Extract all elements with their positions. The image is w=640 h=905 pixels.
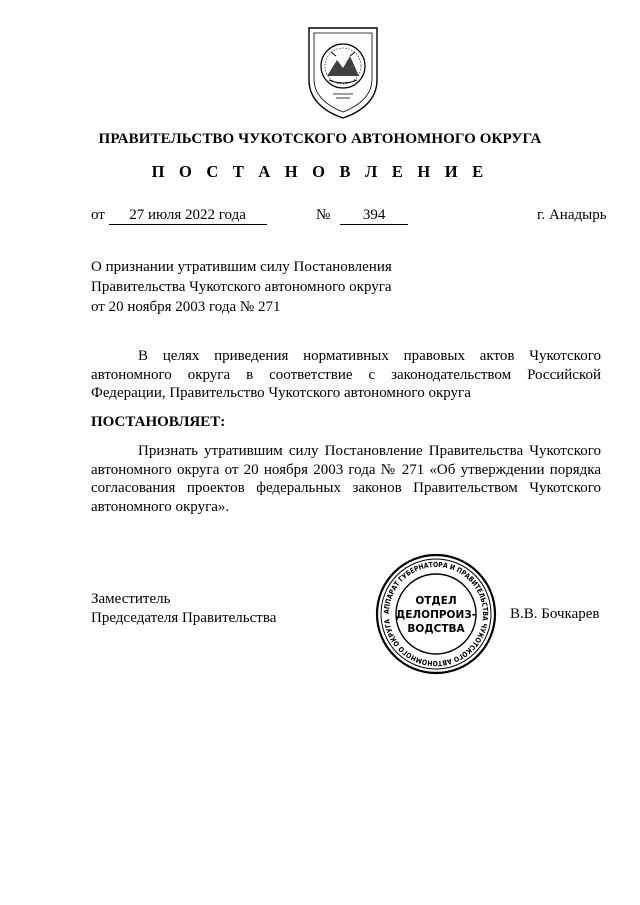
date-prefix: от [91, 207, 105, 223]
document-city: г. Анадырь [537, 207, 607, 223]
preamble-paragraph: В целях приведения нормативных правовых актов Чукотского автономного округа в соответствие с законодательством Российской Федерации, Правительство Чукотского автономного округа [91, 348, 601, 401]
number-prefix: № [316, 207, 331, 223]
signer-name: В.В. Бочкарев [510, 606, 600, 622]
clause-paragraph: Признать утратившим силу Постановление Правительства Чукотского автономного округа от 20 ноября 2003 года № 271 «Об утверждении порядка согласования проектов федеральных законов Правительством Чукотского автономного округа». [91, 443, 601, 515]
stamp-ring-text: АППАРАТ ГУБЕРНАТОРА И ПРАВИТЕЛЬСТВА ЧУКОТСКОГО АВТОНОМНОГО ОКРУГА [381, 559, 491, 669]
document-type-title: П О С Т А Н О В Л Е Н И Е [151, 162, 489, 181]
document-date: 27 июля 2022 года [109, 207, 267, 225]
stamp-line: ОТДЕЛ [415, 595, 457, 607]
document-number: 394 [340, 207, 408, 225]
resolves-heading: ПОСТАНОВЛЯЕТ: [91, 414, 226, 430]
document-subject [91, 257, 421, 317]
number-field [316, 207, 408, 225]
subject-line: от 20 ноября 2003 года № 271 [91, 299, 281, 315]
subject-line: Правительства Чукотского автономного округа [91, 279, 392, 295]
stamp-line: ДЕЛОПРОИЗ- [395, 609, 477, 621]
signer-title-line: Заместитель [91, 591, 171, 607]
coat-of-arms-icon [303, 22, 383, 120]
stamp-line: ВОДСТВА [407, 623, 465, 635]
signer-title [91, 590, 276, 627]
organization-title: ПРАВИТЕЛЬСТВО ЧУКОТСКОГО АВТОНОМНОГО ОКРУГА [98, 131, 542, 147]
date-field [91, 207, 267, 225]
signer-title-line: Председателя Правительства [91, 609, 277, 626]
office-stamp [374, 552, 498, 676]
subject-line: О признании утратившим силу Постановления [91, 259, 392, 275]
